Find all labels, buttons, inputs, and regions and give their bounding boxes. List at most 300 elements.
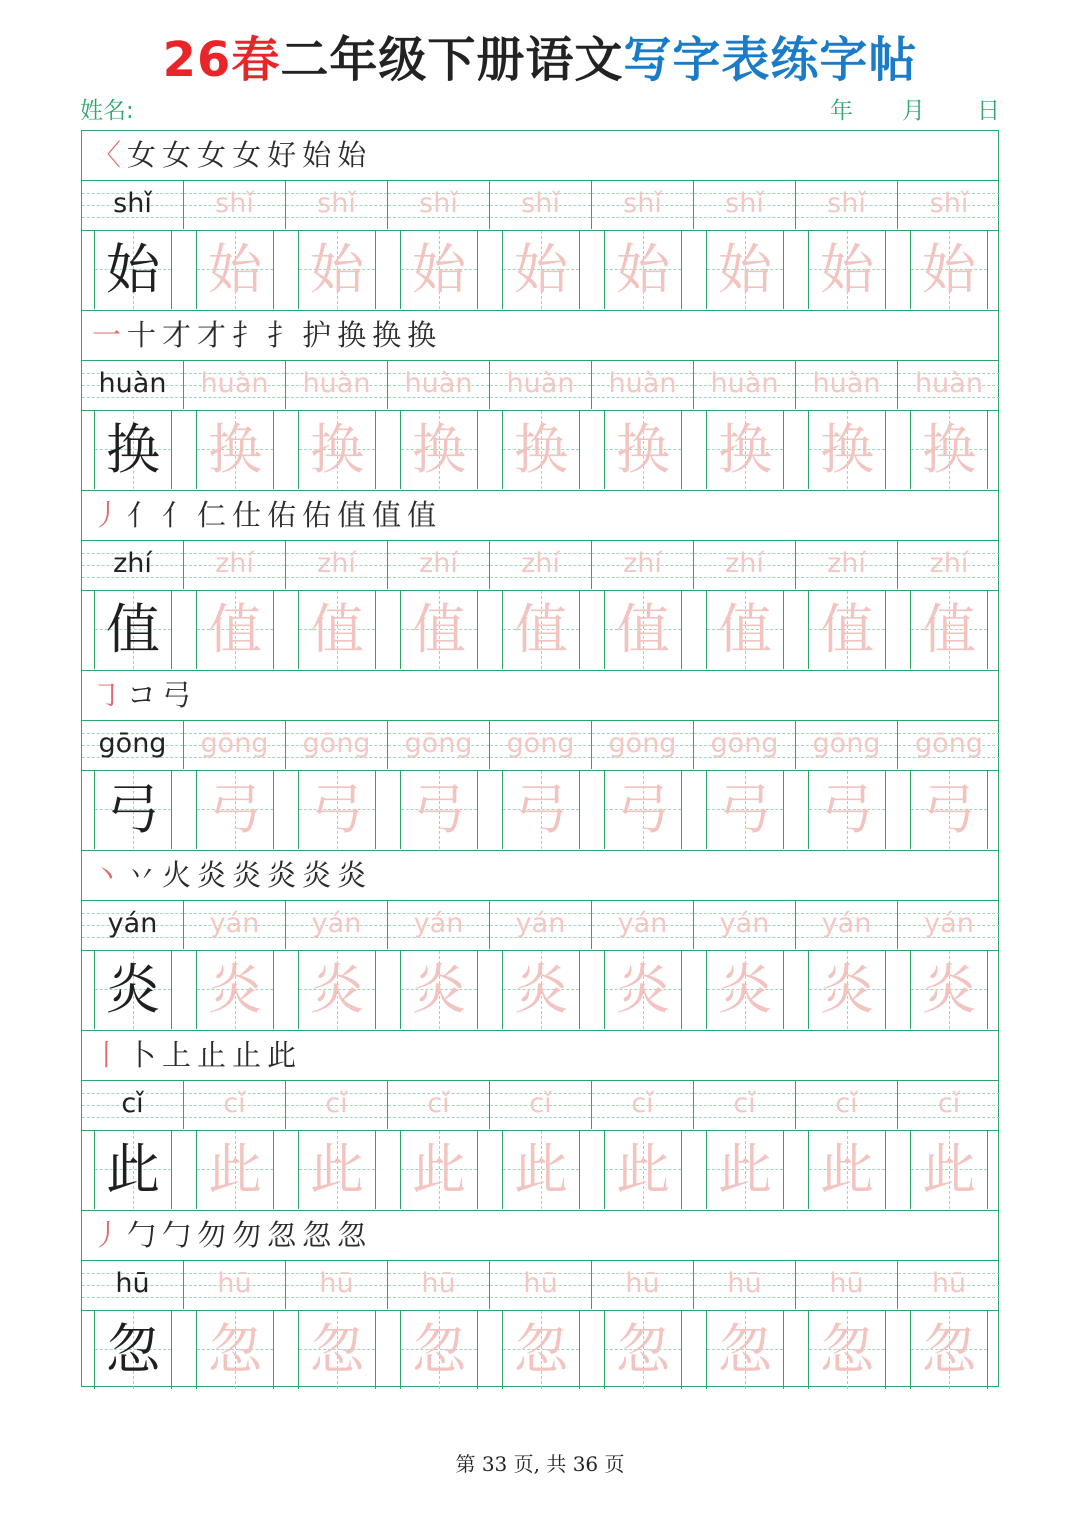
character-trace-cell — [796, 1131, 898, 1209]
pinyin-model-cell — [82, 721, 184, 769]
tian-grid-box — [298, 591, 376, 669]
pinyin-model-cell — [82, 901, 184, 949]
pinyin-trace-cell — [694, 541, 796, 589]
tian-grid-box — [94, 771, 172, 849]
pinyin-trace: hū — [829, 1268, 864, 1299]
pinyin-model: shǐ — [113, 188, 152, 219]
character-trace: 炎 — [616, 958, 670, 1021]
tian-grid-box — [196, 411, 274, 489]
stroke-step: 丷 — [127, 858, 163, 892]
character-trace: 值 — [208, 598, 262, 661]
character-model: 始 — [106, 238, 160, 301]
stroke-order-text — [92, 137, 372, 173]
character-trace-cell — [694, 411, 796, 489]
stroke-step: 佑 — [302, 498, 338, 532]
stroke-step: 炎 — [302, 858, 338, 892]
stroke-order-text — [92, 317, 442, 353]
character-trace-cell — [286, 411, 388, 489]
pinyin-trace: yán — [821, 908, 872, 939]
character-trace: 弓 — [922, 778, 976, 841]
pinyin-row — [82, 181, 998, 231]
character-trace-cell — [388, 771, 490, 849]
stroke-step: 卜 — [127, 1038, 163, 1072]
character-trace-cell — [388, 1131, 490, 1209]
pinyin-trace-cell — [286, 1081, 388, 1129]
tian-grid-box — [910, 1131, 988, 1209]
character-trace-cell — [490, 1131, 592, 1209]
character-trace: 忽 — [718, 1318, 772, 1381]
character-trace: 弓 — [616, 778, 670, 841]
pinyin-trace-cell — [388, 361, 490, 409]
pinyin-trace-cell — [490, 1081, 592, 1129]
tian-grid-box — [910, 591, 988, 669]
pinyin-trace: gōng — [506, 728, 575, 759]
pinyin-trace-cell — [388, 901, 490, 949]
character-trace-cell — [388, 951, 490, 1029]
pinyin-trace: huàn — [608, 368, 677, 399]
tian-grid-box — [502, 1311, 580, 1389]
character-row — [82, 951, 998, 1031]
pinyin-trace-cell — [898, 181, 1000, 229]
character-trace-cell — [388, 231, 490, 309]
pinyin-model-cell — [82, 541, 184, 589]
pinyin-trace: zhí — [419, 548, 458, 579]
tian-grid-box — [706, 231, 784, 309]
stroke-order-row — [82, 851, 998, 901]
character-trace-cell — [490, 591, 592, 669]
stroke-step: 忽 — [302, 1218, 338, 1252]
pinyin-trace: zhí — [623, 548, 662, 579]
pinyin-trace-cell — [796, 721, 898, 769]
tian-grid-box — [196, 591, 274, 669]
tian-grid-box — [400, 591, 478, 669]
character-model-cell — [82, 591, 184, 669]
stroke-step: 好 — [267, 138, 303, 172]
pinyin-trace: huàn — [710, 368, 779, 399]
character-model: 炎 — [106, 958, 160, 1021]
pinyin-trace: gōng — [608, 728, 677, 759]
pinyin-trace: yán — [311, 908, 362, 939]
pinyin-trace-cell — [184, 721, 286, 769]
character-group — [82, 1031, 998, 1211]
stroke-order-row — [82, 131, 998, 181]
stroke-step: 才 — [197, 318, 233, 352]
stroke-step: 勿 — [197, 1218, 233, 1252]
pinyin-trace: huàn — [302, 368, 371, 399]
pinyin-trace: gōng — [302, 728, 371, 759]
pinyin-trace: cǐ — [733, 1088, 756, 1119]
stroke-step: 值 — [372, 498, 408, 532]
pinyin-trace-cell — [286, 541, 388, 589]
tian-grid-box — [94, 591, 172, 669]
character-trace: 值 — [412, 598, 466, 661]
stroke-step: 女 — [197, 138, 233, 172]
stroke-step: 忽 — [337, 1218, 373, 1252]
tian-grid-box — [94, 951, 172, 1029]
character-trace-cell — [592, 1131, 694, 1209]
tian-grid-box — [604, 771, 682, 849]
stroke-step: 勹 — [162, 1218, 198, 1252]
stroke-order-row — [82, 1211, 998, 1261]
pinyin-trace-cell — [898, 901, 1000, 949]
stroke-step: 女 — [232, 138, 268, 172]
pinyin-trace: shǐ — [929, 188, 969, 219]
character-trace-cell — [898, 591, 1000, 669]
character-trace-cell — [796, 1311, 898, 1389]
pinyin-trace: zhí — [215, 548, 254, 579]
character-trace-cell — [388, 591, 490, 669]
tian-grid-box — [298, 231, 376, 309]
character-group — [82, 671, 998, 851]
stroke-step: 始 — [302, 138, 338, 172]
stroke-step: 勿 — [232, 1218, 268, 1252]
character-trace: 换 — [310, 418, 364, 481]
tian-grid-box — [196, 1311, 274, 1389]
pinyin-trace: cǐ — [223, 1088, 246, 1119]
stroke-step: 扌 — [232, 318, 268, 352]
character-group — [82, 491, 998, 671]
stroke-step: 亻 — [162, 498, 198, 532]
character-trace-cell — [898, 951, 1000, 1029]
pinyin-trace: yán — [209, 908, 260, 939]
pinyin-trace-cell — [490, 541, 592, 589]
character-trace-cell — [490, 951, 592, 1029]
stroke-step: 炎 — [267, 858, 303, 892]
character-trace: 值 — [820, 598, 874, 661]
stroke-step: 换 — [372, 318, 408, 352]
pinyin-trace-cell — [694, 721, 796, 769]
character-trace-cell — [694, 951, 796, 1029]
pinyin-model-cell — [82, 1081, 184, 1129]
stroke-step: 止 — [197, 1038, 233, 1072]
pinyin-trace-cell — [898, 1081, 1000, 1129]
stroke-step: 亻 — [127, 498, 163, 532]
character-trace: 此 — [514, 1138, 568, 1201]
pinyin-trace-cell — [796, 361, 898, 409]
pinyin-row — [82, 1261, 998, 1311]
character-trace-cell — [286, 1131, 388, 1209]
pinyin-trace-cell — [694, 181, 796, 229]
character-trace-cell — [592, 951, 694, 1029]
pinyin-trace-cell — [286, 181, 388, 229]
stroke-order-text — [92, 1037, 302, 1073]
character-trace: 始 — [718, 238, 772, 301]
character-trace: 此 — [412, 1138, 466, 1201]
pinyin-row — [82, 1081, 998, 1131]
tian-grid-box — [910, 1311, 988, 1389]
character-trace: 换 — [820, 418, 874, 481]
stroke-order-text — [92, 1217, 372, 1253]
stroke-step: 值 — [407, 498, 443, 532]
pinyin-trace: cǐ — [325, 1088, 348, 1119]
stroke-step: 炎 — [337, 858, 373, 892]
tian-grid-box — [196, 771, 274, 849]
pinyin-trace: zhí — [725, 548, 764, 579]
tian-grid-box — [400, 771, 478, 849]
character-trace-cell — [184, 411, 286, 489]
tian-grid-box — [604, 1131, 682, 1209]
stroke-step: 换 — [407, 318, 443, 352]
character-trace-cell — [490, 411, 592, 489]
stroke-step: コ — [127, 678, 163, 712]
character-trace-cell — [694, 1131, 796, 1209]
pinyin-trace: shǐ — [419, 188, 458, 219]
stroke-order-row — [82, 671, 998, 721]
character-trace-cell — [490, 771, 592, 849]
stroke-step: 丨 — [92, 1038, 128, 1072]
pinyin-model: huàn — [98, 368, 167, 399]
character-trace-cell — [898, 411, 1000, 489]
tian-grid-box — [94, 1131, 172, 1209]
stroke-step: 火 — [162, 858, 198, 892]
tian-grid-box — [910, 231, 988, 309]
pinyin-trace-cell — [694, 1081, 796, 1129]
pinyin-trace-cell — [286, 721, 388, 769]
character-trace-cell — [286, 1311, 388, 1389]
character-trace: 忽 — [922, 1318, 976, 1381]
stroke-step: 才 — [162, 318, 198, 352]
pinyin-trace: huàn — [506, 368, 575, 399]
pinyin-trace-cell — [184, 361, 286, 409]
pinyin-trace-cell — [796, 181, 898, 229]
stroke-step: 〈 — [92, 138, 128, 172]
character-trace: 弓 — [718, 778, 772, 841]
pinyin-trace-cell — [592, 181, 694, 229]
character-trace: 炎 — [820, 958, 874, 1021]
pinyin-trace: gōng — [812, 728, 881, 759]
pinyin-model-cell — [82, 1261, 184, 1309]
pinyin-trace-cell — [592, 541, 694, 589]
pinyin-trace: zhí — [929, 548, 969, 579]
tian-grid-box — [400, 411, 478, 489]
character-model: 值 — [106, 598, 160, 661]
pinyin-model: zhí — [113, 548, 152, 579]
stroke-step: 佑 — [267, 498, 303, 532]
stroke-step: 上 — [162, 1038, 198, 1072]
character-trace-cell — [184, 1131, 286, 1209]
character-trace-cell — [796, 591, 898, 669]
stroke-step: 丿 — [92, 498, 128, 532]
pinyin-trace: hū — [421, 1268, 456, 1299]
character-trace: 炎 — [310, 958, 364, 1021]
character-trace-cell — [796, 771, 898, 849]
character-model-cell — [82, 411, 184, 489]
tian-grid-box — [298, 411, 376, 489]
pinyin-trace-cell — [184, 1261, 286, 1309]
pinyin-trace-cell — [388, 721, 490, 769]
stroke-order-row — [82, 1031, 998, 1081]
pinyin-trace-cell — [184, 1081, 286, 1129]
tian-grid-box — [808, 591, 886, 669]
stroke-step: 丿 — [92, 1218, 128, 1252]
pinyin-trace: cǐ — [937, 1088, 961, 1119]
character-trace: 值 — [616, 598, 670, 661]
stroke-order-text — [92, 497, 442, 533]
name-label: 姓名: — [80, 98, 134, 124]
pinyin-trace-cell — [490, 901, 592, 949]
pinyin-trace: zhí — [827, 548, 866, 579]
character-trace: 此 — [820, 1138, 874, 1201]
character-trace: 忽 — [616, 1318, 670, 1381]
pinyin-row — [82, 901, 998, 951]
stroke-step: ㇆ — [92, 678, 128, 712]
character-trace: 此 — [310, 1138, 364, 1201]
pinyin-trace: gōng — [710, 728, 779, 759]
pinyin-model-cell — [82, 181, 184, 229]
character-trace-cell — [592, 771, 694, 849]
pinyin-row — [82, 361, 998, 411]
character-trace-cell — [184, 591, 286, 669]
character-trace: 此 — [616, 1138, 670, 1201]
character-trace-cell — [694, 231, 796, 309]
character-trace: 值 — [922, 598, 976, 661]
tian-grid-box — [502, 591, 580, 669]
tian-grid-box — [502, 951, 580, 1029]
tian-grid-box — [706, 1311, 784, 1389]
character-trace: 弓 — [514, 778, 568, 841]
tian-grid-box — [808, 951, 886, 1029]
pinyin-trace: shǐ — [623, 188, 662, 219]
tian-grid-box — [910, 771, 988, 849]
pinyin-trace: cǐ — [835, 1088, 858, 1119]
character-trace: 始 — [616, 238, 670, 301]
tian-grid-box — [298, 951, 376, 1029]
character-trace-cell — [898, 771, 1000, 849]
stroke-order-row — [82, 311, 998, 361]
character-group — [82, 851, 998, 1031]
pinyin-trace: hū — [625, 1268, 660, 1299]
character-group — [82, 311, 998, 491]
character-trace-cell — [388, 1311, 490, 1389]
pinyin-trace-cell — [796, 901, 898, 949]
pinyin-trace: gōng — [200, 728, 269, 759]
character-trace-cell — [796, 411, 898, 489]
character-trace-cell — [592, 411, 694, 489]
stroke-step: 止 — [232, 1038, 268, 1072]
practice-sheet — [81, 130, 999, 1387]
character-model-cell — [82, 231, 184, 309]
character-model-cell — [82, 771, 184, 849]
tian-grid-box — [706, 411, 784, 489]
pinyin-trace-cell — [796, 541, 898, 589]
tian-grid-box — [196, 1131, 274, 1209]
stroke-step: 仕 — [232, 498, 268, 532]
character-trace-cell — [796, 231, 898, 309]
character-row — [82, 1131, 998, 1211]
character-trace: 始 — [922, 238, 976, 301]
pinyin-model: yán — [107, 908, 158, 939]
character-trace: 换 — [922, 418, 976, 481]
character-trace: 此 — [922, 1138, 976, 1201]
tian-grid-box — [910, 951, 988, 1029]
pinyin-trace: yán — [617, 908, 668, 939]
stroke-order-text — [92, 677, 197, 713]
tian-grid-box — [94, 411, 172, 489]
character-row — [82, 1311, 998, 1391]
pinyin-trace-cell — [388, 1261, 490, 1309]
pinyin-trace-cell — [592, 361, 694, 409]
stroke-order-text — [92, 857, 372, 893]
pinyin-trace-cell — [592, 1261, 694, 1309]
pinyin-trace: shǐ — [317, 188, 356, 219]
tian-grid-box — [706, 951, 784, 1029]
tian-grid-box — [94, 231, 172, 309]
pinyin-trace-cell — [184, 181, 286, 229]
character-model-cell — [82, 951, 184, 1029]
character-trace: 换 — [412, 418, 466, 481]
pinyin-trace-cell — [286, 901, 388, 949]
tian-grid-box — [808, 1131, 886, 1209]
stroke-step: 值 — [337, 498, 373, 532]
title-prefix: 26春 — [162, 32, 281, 88]
stroke-step: 护 — [302, 318, 338, 352]
date-month-label: 月 — [902, 98, 925, 124]
pinyin-trace: gōng — [915, 728, 983, 759]
character-trace: 弓 — [208, 778, 262, 841]
stroke-step: 始 — [337, 138, 373, 172]
date-year-label: 年 — [830, 98, 853, 124]
character-trace-cell — [694, 771, 796, 849]
character-trace-cell — [184, 951, 286, 1029]
character-trace: 始 — [820, 238, 874, 301]
stroke-step: 女 — [162, 138, 198, 172]
stroke-step: 忽 — [267, 1218, 303, 1252]
character-trace-cell — [286, 591, 388, 669]
pinyin-trace-cell — [490, 181, 592, 229]
character-trace-cell — [286, 771, 388, 849]
stroke-step: 此 — [267, 1038, 303, 1072]
character-trace-cell — [694, 1311, 796, 1389]
tian-grid-box — [706, 591, 784, 669]
character-trace-cell — [898, 231, 1000, 309]
pinyin-trace: huàn — [812, 368, 881, 399]
character-trace-cell — [796, 951, 898, 1029]
character-row — [82, 771, 998, 851]
character-trace: 炎 — [208, 958, 262, 1021]
tian-grid-box — [706, 1131, 784, 1209]
character-trace-cell — [286, 231, 388, 309]
pinyin-trace: hū — [319, 1268, 354, 1299]
character-group — [82, 131, 998, 311]
pinyin-trace-cell — [592, 901, 694, 949]
page-footer: 第 33 页, 共 36 页 — [455, 1452, 625, 1476]
character-trace: 忽 — [514, 1318, 568, 1381]
tian-grid-box — [808, 771, 886, 849]
character-model-cell — [82, 1311, 184, 1389]
pinyin-trace: shǐ — [725, 188, 764, 219]
character-trace: 值 — [310, 598, 364, 661]
character-trace: 忽 — [208, 1318, 262, 1381]
character-trace: 忽 — [820, 1318, 874, 1381]
page-title — [0, 28, 1080, 92]
pinyin-trace: shǐ — [827, 188, 866, 219]
pinyin-trace-cell — [490, 361, 592, 409]
character-trace: 忽 — [310, 1318, 364, 1381]
stroke-step: 勹 — [127, 1218, 163, 1252]
tian-grid-box — [298, 1311, 376, 1389]
tian-grid-box — [196, 231, 274, 309]
pinyin-row — [82, 721, 998, 771]
pinyin-trace: zhí — [317, 548, 356, 579]
pinyin-trace-cell — [898, 541, 1000, 589]
character-trace-cell — [388, 411, 490, 489]
character-trace: 炎 — [412, 958, 466, 1021]
tian-grid-box — [196, 951, 274, 1029]
character-trace: 换 — [616, 418, 670, 481]
tian-grid-box — [502, 1131, 580, 1209]
pinyin-trace: huàn — [200, 368, 269, 399]
stroke-step: 换 — [337, 318, 373, 352]
